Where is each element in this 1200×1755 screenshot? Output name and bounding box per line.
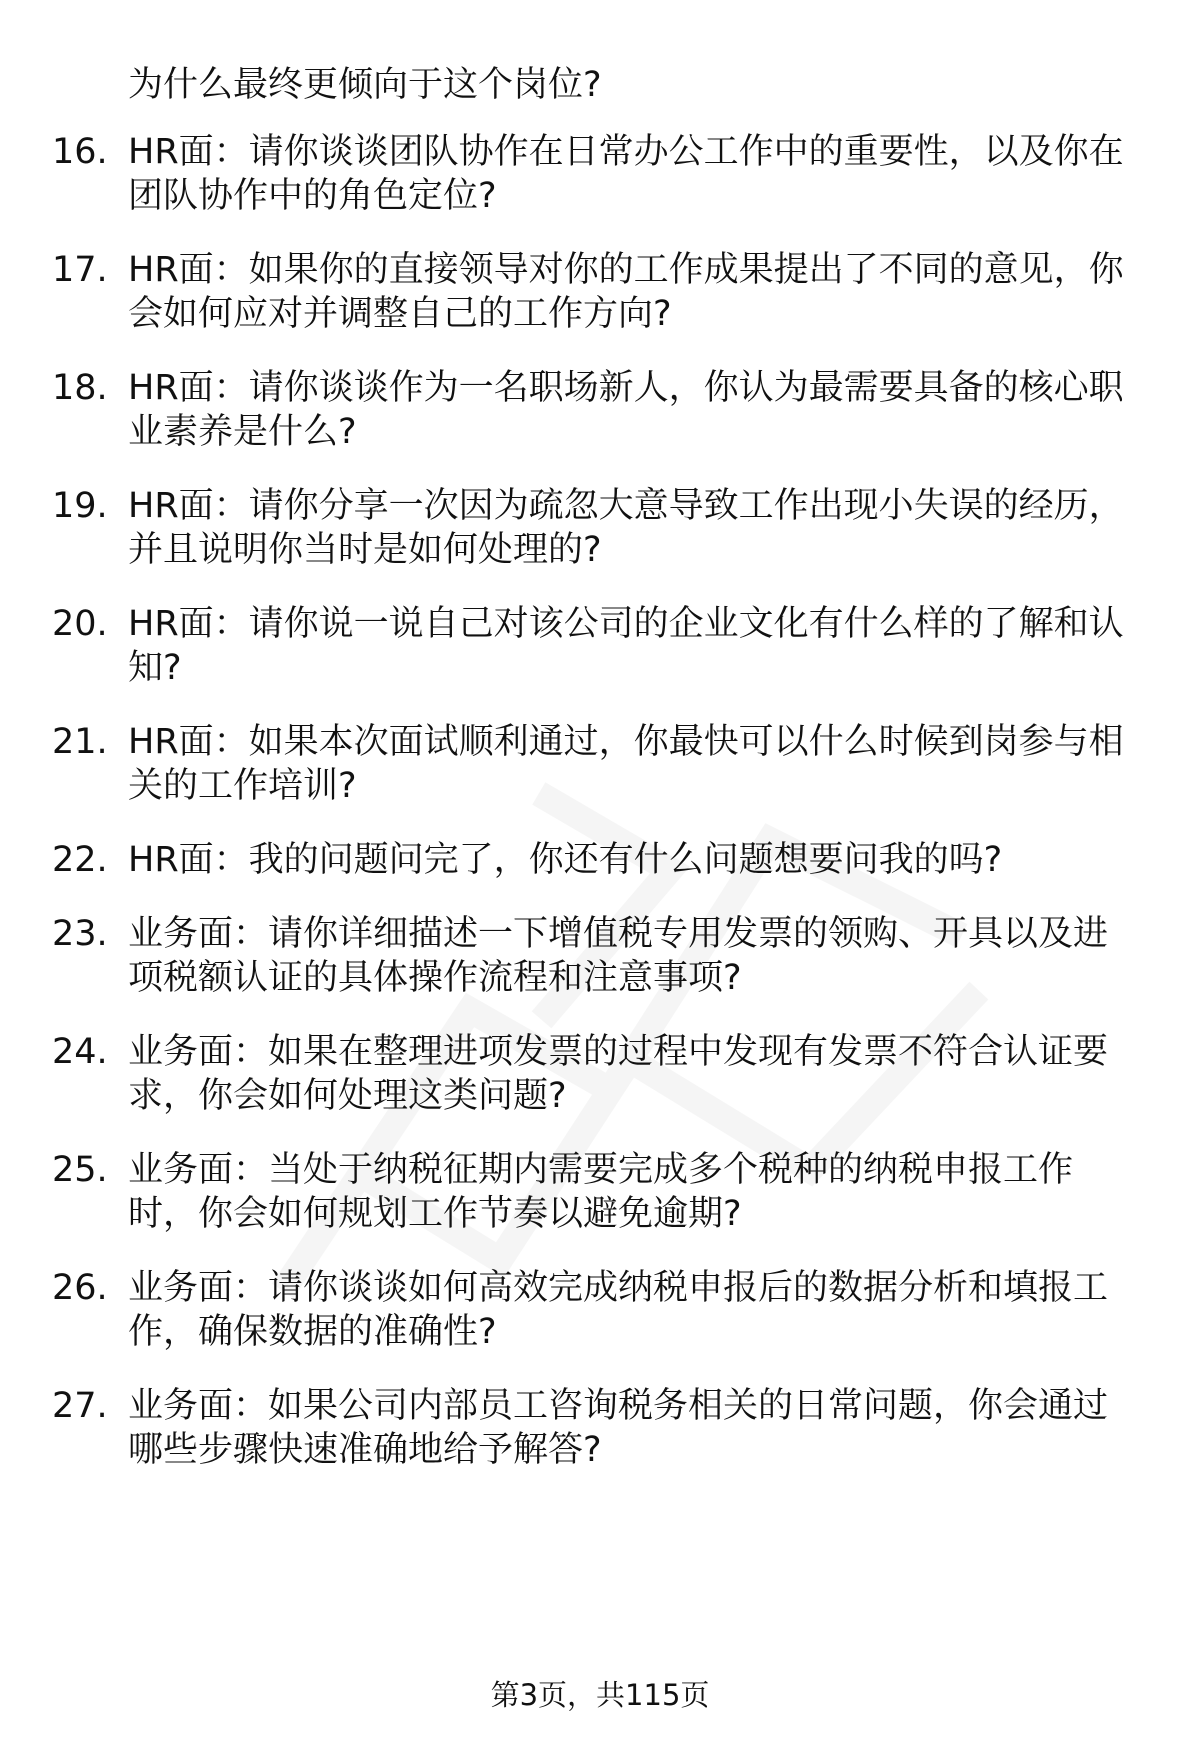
item-number-27: 27.	[52, 1386, 108, 1426]
item-25-line-1: 业务面：当处于纳税征期内需要完成多个税种的纳税申报工作	[128, 1150, 1074, 1190]
item-20-line-1: HR面：请你说一说自己对该公司的企业文化有什么样的了解和认	[128, 604, 1124, 644]
item-25-line-2: 时，你会如何规划工作节奏以避免逾期?	[128, 1194, 742, 1234]
item-16-line-1: HR面：请你谈谈团队协作在日常办公工作中的重要性，以及你在	[128, 132, 1124, 172]
item-23-line-2: 项税额认证的具体操作流程和注意事项?	[128, 958, 742, 998]
item-23-line-1: 业务面：请你详细描述一下增值税专用发票的领购、开具以及进	[128, 914, 1109, 954]
item-24-line-1: 业务面：如果在整理进项发票的过程中发现有发票不符合认证要	[128, 1032, 1109, 1072]
item-21-line-2: 关的工作培训?	[128, 766, 357, 806]
item-27-line-2: 哪些步骤快速准确地给予解答?	[128, 1430, 602, 1470]
item-number-20: 20.	[52, 604, 108, 644]
item-19-line-1: HR面：请你分享一次因为疏忽大意导致工作出现小失误的经历，	[128, 486, 1124, 526]
item-22-line-1: HR面：我的问题问完了，你还有什么问题想要问我的吗?	[128, 840, 1003, 880]
item-26-line-1: 业务面：请你谈谈如何高效完成纳税申报后的数据分析和填报工	[128, 1268, 1109, 1308]
item-20-line-2: 知?	[128, 648, 182, 688]
item-26-line-2: 作，确保数据的准确性?	[128, 1312, 497, 1352]
item-number-18: 18.	[52, 368, 108, 408]
item-number-26: 26.	[52, 1268, 108, 1308]
item-21-line-1: HR面：如果本次面试顺利通过，你最快可以什么时候到岗参与相	[128, 722, 1124, 762]
item-number-24: 24.	[52, 1032, 108, 1072]
item-number-17: 17.	[52, 250, 108, 290]
page-footer: 第3页，共115页	[490, 1678, 710, 1712]
item-number-25: 25.	[52, 1150, 108, 1190]
item-18-line-1: HR面：请你谈谈作为一名职场新人，你认为最需要具备的核心职	[128, 368, 1124, 408]
intro-line: 为什么最终更倾向于这个岗位?	[128, 65, 602, 105]
item-19-line-2: 并且说明你当时是如何处理的?	[128, 530, 602, 570]
item-number-22: 22.	[52, 840, 108, 880]
item-17-line-1: HR面：如果你的直接领导对你的工作成果提出了不同的意见，你	[128, 250, 1124, 290]
item-number-16: 16.	[52, 132, 108, 172]
item-24-line-2: 求，你会如何处理这类问题?	[128, 1076, 567, 1116]
item-number-23: 23.	[52, 914, 108, 954]
item-27-line-1: 业务面：如果公司内部员工咨询税务相关的日常问题，你会通过	[128, 1386, 1109, 1426]
item-17-line-2: 会如何应对并调整自己的工作方向?	[128, 294, 672, 334]
item-16-line-2: 团队协作中的角色定位?	[128, 176, 497, 216]
item-18-line-2: 业素养是什么?	[128, 412, 357, 452]
item-number-19: 19.	[52, 486, 108, 526]
item-number-21: 21.	[52, 722, 108, 762]
